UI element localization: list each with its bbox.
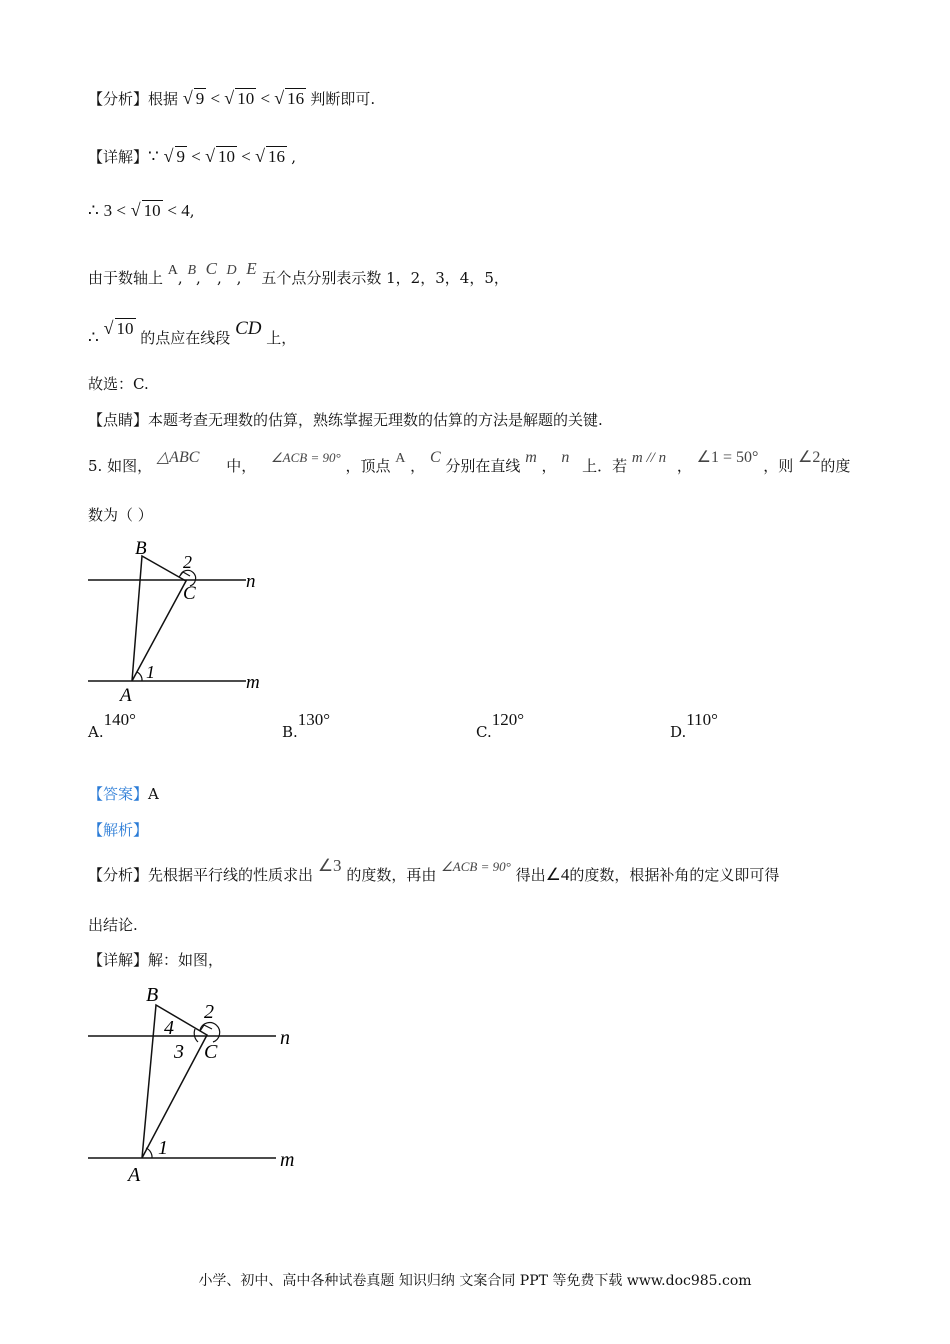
therefore-line-2: ∴ √ 10 的点应在线段 CD 上，	[88, 318, 297, 347]
label-m: m	[246, 672, 260, 693]
option-b[interactable]: B.130°	[282, 710, 331, 741]
label-2: 2	[183, 552, 192, 572]
inequality: √ 9 < √ 10 < √ 16	[182, 88, 305, 108]
label-b: B	[146, 984, 159, 1006]
question-5-line-2: 数为（ ）	[88, 506, 153, 524]
inequality: √ 9 < √ 10 < √ 16	[163, 146, 285, 166]
analysis-line-1: 【分析】根据 √ 9 < √ 10 < √ 16 判断即可.	[88, 88, 376, 108]
label-n: n	[280, 1027, 290, 1049]
analysis-line-2: 【分析】先根据平行线的性质求出 ∠3 的度数，再由 ∠ACB = 90° 得出∠4的度数，根据补角的定义即可得	[88, 856, 780, 884]
therefore-line-1: ∴ 3 < √ 10 < 4,	[88, 200, 195, 220]
label-a: A	[128, 1164, 141, 1186]
label-a: A	[120, 685, 132, 706]
analysis-line-2b: 出结论.	[88, 916, 138, 934]
detail-line-2: 【详解】解：如图，	[88, 951, 224, 969]
question-5: 5. 如图， △ABC 中， ∠ACB = 90° ，顶点 A ， C 分别在直线 m ， n 上．若 m // n ， ∠1 = 50° ，则 ∠2的度	[88, 449, 851, 475]
label-2: 2	[204, 1001, 214, 1023]
label-c: C	[183, 583, 196, 604]
answer-line	[88, 784, 159, 804]
label-b: B	[135, 538, 147, 559]
axis-points-line: 由于数轴上 A, B, C, D, E 五个点分别表示数 1，2，3，4，5，	[88, 259, 509, 287]
answer-value: A	[148, 785, 159, 803]
label-c: C	[204, 1041, 218, 1063]
label-1: 1	[158, 1137, 168, 1159]
option-c[interactable]: C.120°	[476, 710, 525, 741]
label-3: 3	[174, 1041, 184, 1063]
label-n: n	[246, 571, 256, 592]
triangle-abc	[132, 556, 186, 681]
choice-line: 故选：C.	[88, 375, 149, 393]
label-4: 4	[164, 1017, 174, 1039]
geometry-figure-2	[80, 978, 320, 1188]
geometry-figure-1	[80, 530, 280, 710]
option-a[interactable]: A.140°	[88, 710, 136, 741]
detail-tag: 【详解】	[88, 148, 149, 166]
angle-1-arc	[137, 672, 142, 681]
detail-line-1: 【详解】∵ √ 9 < √ 10 < √ 16 ,	[88, 146, 297, 166]
triangle-abc	[142, 1005, 207, 1158]
option-d[interactable]: D.110°	[670, 710, 718, 741]
label-m: m	[280, 1149, 295, 1171]
answer-tag: 【答案】	[88, 785, 149, 803]
comment-line: 【点睛】本题考查无理数的估算，熟练掌握无理数的估算的方法是解题的关键.	[88, 411, 603, 429]
analysis-tag: 【分析】	[88, 90, 149, 108]
page-footer: 小学、初中、高中各种试卷真题 知识归纳 文案合同 PPT 等免费下载 www.doc985.com	[198, 1273, 752, 1289]
explanation-tag: 【解析】	[88, 821, 149, 839]
label-1: 1	[146, 662, 155, 682]
